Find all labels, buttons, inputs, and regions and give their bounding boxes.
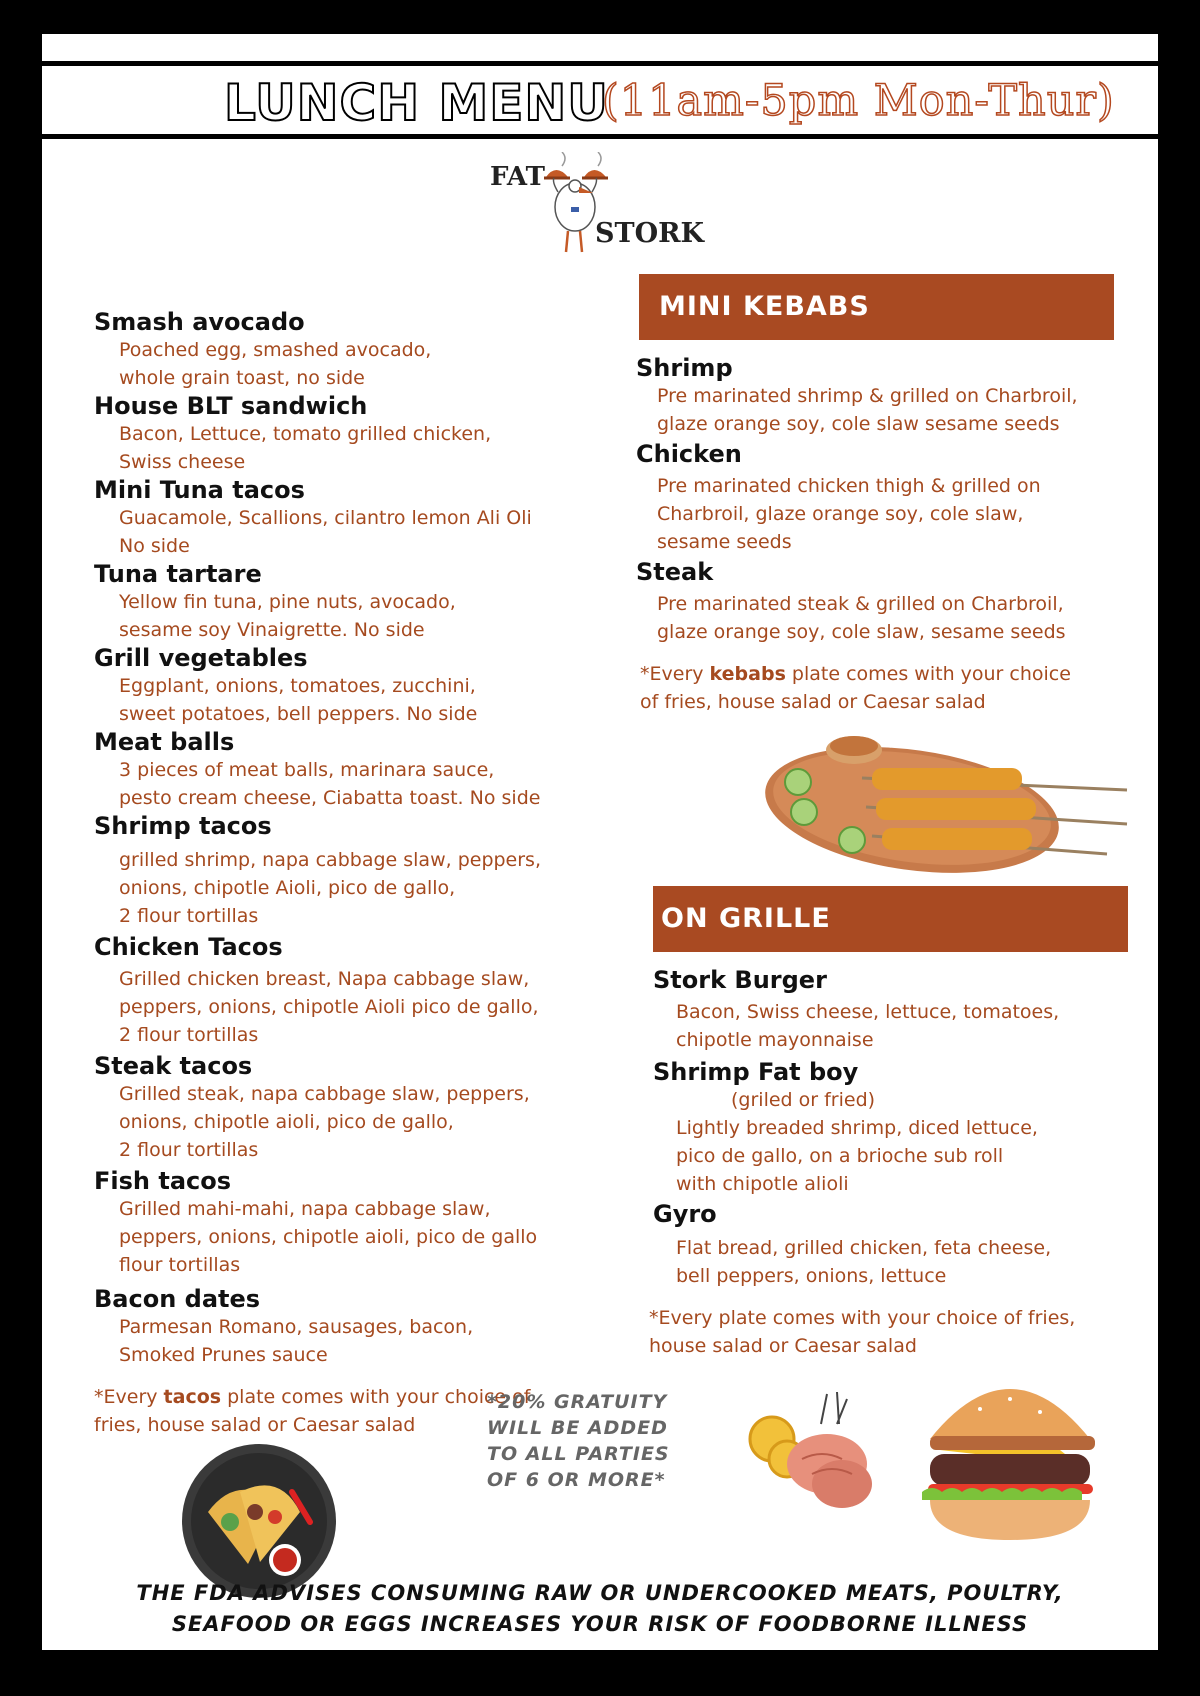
item-name: Shrimp tacos [94,812,272,840]
note-emphasis: kebabs [709,663,786,685]
kebab-plate-illustration [762,712,1132,912]
note-text: *Every [640,663,710,685]
fda-advisory [42,1578,1158,1640]
item-name: Chicken Tacos [94,933,283,961]
note-emphasis: tacos [163,1386,222,1408]
menu-item [94,1052,554,1164]
menu-header [42,72,1158,136]
menu-item [653,1058,1128,1198]
note-text: plate comes with your choice of fries, house salad or Caesar salad [94,1386,531,1436]
item-description: Poached egg, smashed avocado, whole grain toast, no side [119,339,432,389]
item-name: Tuna tartare [94,560,262,588]
item-name: Meat balls [94,728,235,756]
item-description: Lightly breaded shrimp, diced lettuce, pico de gallo, on a brioche sub roll with chipotle alioli [676,1117,1038,1195]
header-bottom-rule [42,134,1158,139]
menu-item [636,558,1116,646]
item-description: Grilled mahi-mahi, napa cabbage slaw, peppers, onions, chipotle aioli, pico de gallo flour tortillas [119,1198,538,1276]
top-rule [42,61,1158,66]
lunch-items-column [94,308,554,1439]
fat-stork-logo [482,152,714,262]
kebabs-side-note [636,660,1116,716]
tacos-plate-illustration [180,1442,338,1600]
item-name: Stork Burger [653,966,827,994]
item-name: Shrimp [636,354,733,382]
menu-item [94,560,554,644]
item-name: Mini Tuna tacos [94,476,305,504]
item-name: Fish tacos [94,1167,232,1195]
logo-word-fat: FAT [490,162,546,192]
item-description: Eggplant, onions, tomatoes, zucchini, sweet potatoes, bell peppers. No side [119,675,478,725]
menu-hours: (11am-5pm Mon-Thur) [602,76,1115,126]
item-description: Pre marinated shrimp & grilled on Charbroil, glaze orange soy, cole slaw sesame seeds [657,385,1078,435]
menu-item [653,1200,1128,1290]
menu-item [94,392,554,476]
menu-item [636,440,1116,556]
item-description: Guacamole, Scallions, cilantro lemon Ali Oli No side [119,507,532,557]
burger-illustration [900,1364,1120,1542]
note-text: plate comes with your choice of fries, house salad or Caesar salad [640,663,1071,713]
item-description: Pre marinated chicken thigh & grilled on Charbroil, glaze orange soy, cole slaw, sesame seeds [657,475,1041,553]
item-description: Pre marinated steak & grilled on Charbroil, glaze orange soy, cole slaw, sesame seeds [657,593,1066,643]
menu-item [653,966,1128,1054]
logo-word-stork: STORK [595,218,705,249]
item-description: 3 pieces of meat balls, marinara sauce, pesto cream cheese, Ciabatta toast. No side [119,759,541,809]
item-name: Gyro [653,1200,717,1228]
stork-icon [482,152,714,262]
grille-column [649,966,1128,1360]
section-heading-on-grille: ON GRILLE [653,886,1128,952]
menu-item [94,728,554,812]
menu-item [636,354,1116,438]
item-subtitle: (griled or fried) [731,1089,876,1111]
tacos-side-note [94,1383,554,1439]
menu-item [94,933,554,1049]
item-name: Shrimp Fat boy [653,1058,859,1086]
item-description: Parmesan Romano, sausages, bacon, Smoked Prunes sauce [119,1316,474,1366]
item-description: Grilled steak, napa cabbage slaw, peppers, onions, chipotle aioli, pico de gallo, 2 flour tortillas [119,1083,530,1161]
item-description: grilled shrimp, napa cabbage slaw, peppers, onions, chipotle Aioli, pico de gallo, 2 flour tortillas [119,849,541,927]
item-description: Bacon, Swiss cheese, lettuce, tomatoes, chipotle mayonnaise [676,1001,1060,1051]
item-name: House BLT sandwich [94,392,368,420]
item-name: Steak [636,558,714,586]
fda-line-1: THE FDA ADVISES CONSUMING RAW OR UNDERCOOKED MEATS, POULTRY, [136,1581,1064,1605]
section-heading-mini-kebabs: MINI KEBABS [639,274,1114,340]
menu-item [94,476,554,560]
menu-page [42,34,1158,1650]
menu-item [94,1167,554,1279]
menu-item [94,812,554,930]
item-description: Grilled chicken breast, Napa cabbage slaw, peppers, onions, chipotle Aioli pico de gallo, 2 flour tortillas [119,968,539,1046]
menu-item [94,308,554,392]
shrimp-illustration [742,1364,887,1524]
item-name: Chicken [636,440,742,468]
item-description: Bacon, Lettuce, tomato grilled chicken, Swiss cheese [119,423,492,473]
grille-side-note: *Every plate comes with your choice of fries, house salad or Caesar salad [649,1307,1076,1357]
item-name: Bacon dates [94,1285,261,1313]
menu-item [94,1285,554,1369]
item-description: Flat bread, grilled chicken, feta cheese, bell peppers, onions, lettuce [676,1237,1052,1287]
note-text: *Every [94,1386,164,1408]
menu-title: LUNCH MENU [224,74,609,132]
kebabs-column [636,354,1116,716]
item-name: Steak tacos [94,1052,253,1080]
item-name: Smash avocado [94,308,305,336]
item-description: Yellow fin tuna, pine nuts, avocado, sesame soy Vinaigrette. No side [119,591,456,641]
item-name: Grill vegetables [94,644,308,672]
fda-line-2: SEAFOOD OR EGGS INCREASES YOUR RISK OF FOODBORNE ILLNESS [171,1612,1029,1636]
gratuity-notice: *20% GRATUITY WILL BE ADDED TO ALL PARTIES OF 6 OR MORE* [487,1391,670,1491]
menu-item [94,644,554,728]
